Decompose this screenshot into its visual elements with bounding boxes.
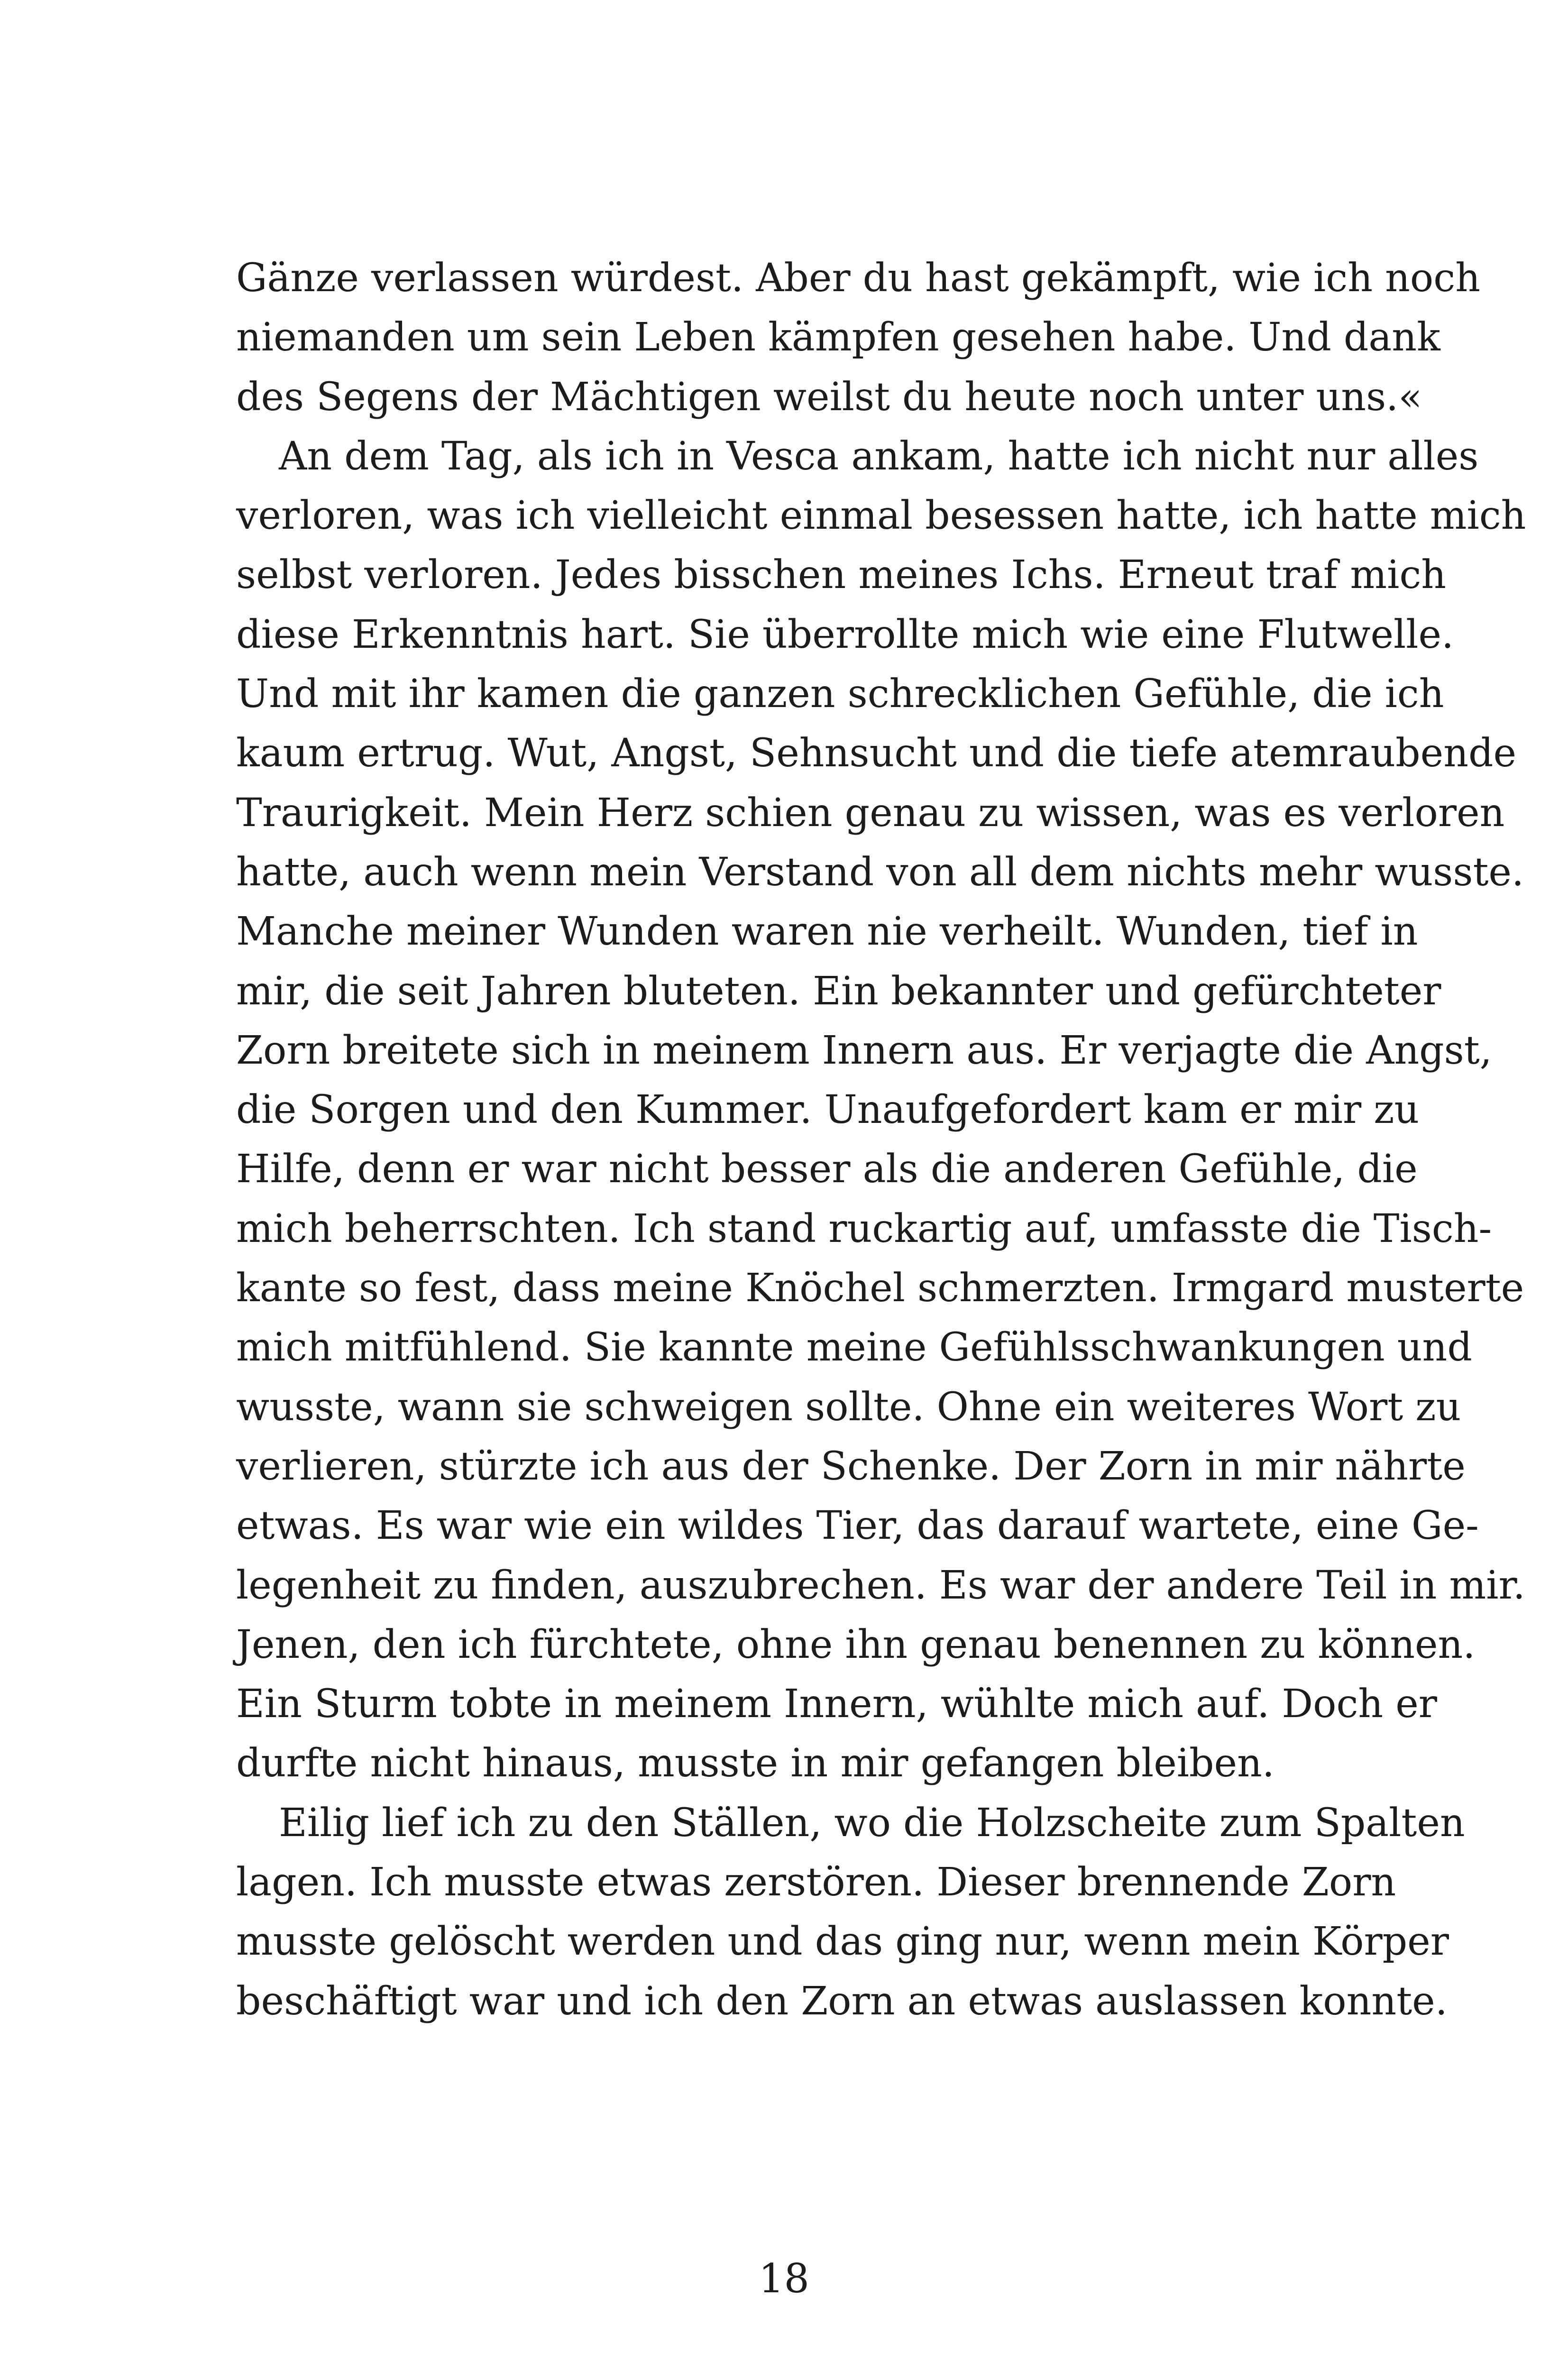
text-line: Traurigkeit. Mein Herz schien genau zu wissen, was es verloren	[236, 790, 1505, 836]
text-line: Gänze verlassen würdest. Aber du hast gekämpft, wie ich noch	[236, 256, 1480, 301]
text-line: beschäftigt war und ich den Zorn an etwas auslassen konnte.	[236, 1978, 1448, 2024]
text-line: mich beherrschten. Ich stand ruckartig auf, umfasste die Tisch-	[236, 1206, 1492, 1251]
text-line: des Segens der Mächtigen weilst du heute noch unter uns.«	[236, 374, 1422, 420]
text-line: selbst verloren. Jedes bisschen meines Ichs. Erneut traf mich	[236, 552, 1447, 598]
text-line: Manche meiner Wunden waren nie verheilt. Wunden, tief in	[236, 909, 1418, 955]
page-number: 18	[759, 2255, 809, 2302]
text-line: Und mit ihr kamen die ganzen schrecklichen Gefühle, die ich	[236, 671, 1444, 717]
text-line: hatte, auch wenn mein Verstand von all dem nichts mehr wusste.	[236, 849, 1524, 895]
text-line: Zorn breitete sich in meinem Innern aus. Er verjagte die Angst,	[236, 1028, 1492, 1073]
text-line: musste gelöscht werden und das ging nur, wenn mein Körper	[236, 1919, 1449, 1965]
text-line: lagen. Ich musste etwas zerstören. Dieser brennende Zorn	[236, 1860, 1396, 1905]
text-line: niemanden um sein Leben kämpfen gesehen habe. Und dank	[236, 315, 1440, 360]
text-line: etwas. Es war wie ein wildes Tier, das darauf wartete, eine Ge-	[236, 1503, 1479, 1549]
text-line: legenheit zu finden, auszubrechen. Es war der andere Teil in mir.	[236, 1562, 1525, 1608]
text-line: Ein Sturm tobte in meinem Innern, wühlte mich auf. Doch er	[236, 1682, 1437, 1727]
body-text	[236, 248, 1526, 2031]
text-line: durfte nicht hinaus, musste in mir gefangen bleiben.	[236, 1741, 1275, 1786]
text-line: wusste, wann sie schweigen sollte. Ohne ein weiteres Wort zu	[236, 1384, 1461, 1430]
text-line: mir, die seit Jahren bluteten. Ein bekannter und gefürchteter	[236, 968, 1441, 1014]
text-line: diese Erkenntnis hart. Sie überrollte mich wie eine Flutwelle.	[236, 612, 1454, 657]
text-line: Jenen, den ich fürchtete, ohne ihn genau benennen zu können.	[236, 1622, 1476, 1667]
text-line: die Sorgen und den Kummer. Unaufgefordert kam er mir zu	[236, 1087, 1420, 1133]
text-line: verlieren, stürzte ich aus der Schenke. Der Zorn in mir nährte	[236, 1443, 1466, 1489]
text-line: kante so fest, dass meine Knöchel schmerzten. Irmgard musterte	[236, 1266, 1524, 1311]
text-line: mich mitfühlend. Sie kannte meine Gefühlsschwankungen und	[236, 1325, 1472, 1370]
text-line: Eilig lief ich zu den Ställen, wo die Holzscheite zum Spalten	[279, 1800, 1465, 1846]
text-line: kaum ertrug. Wut, Angst, Sehnsucht und die tiefe atemraubende	[236, 731, 1517, 776]
text-line: Hilfe, denn er war nicht besser als die anderen Gefühle, die	[236, 1147, 1418, 1192]
text-line: An dem Tag, als ich in Vesca ankam, hatte ich nicht nur alles	[279, 433, 1479, 479]
text-line: verloren, was ich vielleicht einmal besessen hatte, ich hatte mich	[236, 493, 1526, 539]
